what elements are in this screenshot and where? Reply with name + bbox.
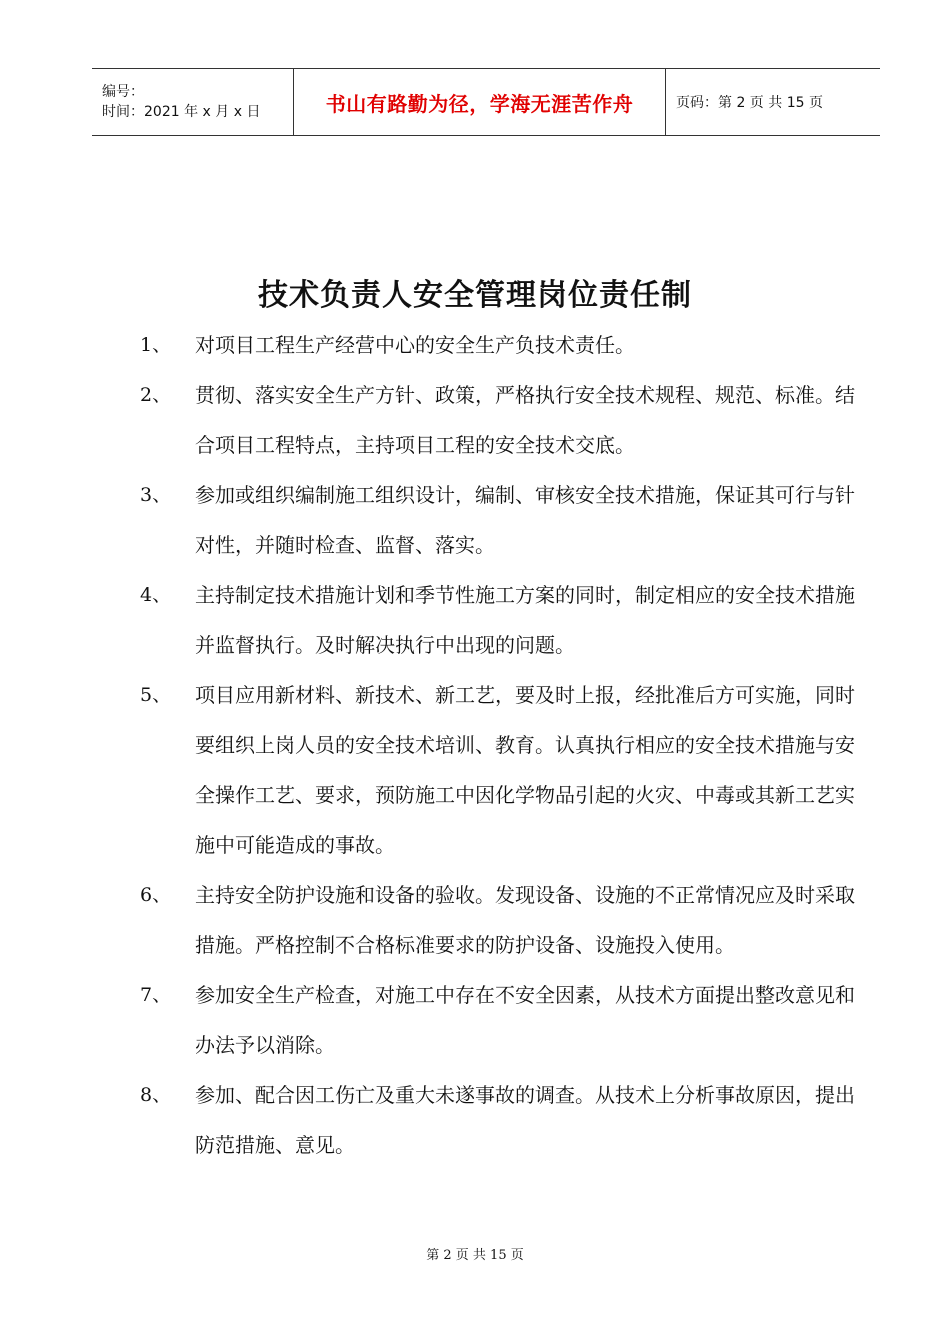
list-item [140,670,860,870]
list-item [140,970,860,1070]
item-number: 1、 [140,334,172,356]
time-label: 时间：2021 年 x 月 x 日 [102,104,261,120]
duty-list [140,320,860,1170]
list-item [140,570,860,670]
number-label: 编号： [102,84,144,100]
document-title: 技术负责人安全管理岗位责任制 [258,278,692,313]
list-item [140,470,860,570]
item-number: 6、 [140,884,172,906]
list-item [140,320,860,370]
header-motto: 书山有路勤为径，学海无涯苦作舟 [293,69,666,135]
header-meta [92,69,293,135]
item-number: 5、 [140,684,172,706]
header-page-info: 页码：第 2 页 共 15 页 [676,95,823,111]
item-text: 贯彻、落实安全生产方针、政策，严格执行安全技术规程、规范、标准。结合项目工程特点，主持项目工程的安全技术交底。 [195,383,855,457]
item-text: 参加安全生产检查，对施工中存在不安全因素，从技术方面提出整改意见和办法予以消除。 [195,983,855,1057]
item-number: 8、 [140,1084,172,1106]
item-number: 3、 [140,484,172,506]
list-item [140,1070,860,1170]
item-number: 4、 [140,584,172,606]
item-text: 对项目工程生产经营中心的安全生产负技术责任。 [195,333,635,357]
page-footer: 第 2 页 共 15 页 [426,1248,524,1263]
item-text: 项目应用新材料、新技术、新工艺，要及时上报，经批准后方可实施，同时要组织上岗人员的安全技术培训、教育。认真执行相应的安全技术措施与安全操作工艺、要求，预防施工中因化学物品引起的火灾、中毒或其新工艺实施中可能造成的事故。 [195,683,855,857]
item-number: 2、 [140,384,172,406]
item-text: 主持制定技术措施计划和季节性施工方案的同时，制定相应的安全技术措施并监督执行。及时解决执行中出现的问题。 [195,583,855,657]
item-text: 主持安全防护设施和设备的验收。发现设备、设施的不正常情况应及时采取措施。严格控制不合格标准要求的防护设备、设施投入使用。 [195,883,855,957]
page-header [92,68,880,136]
item-number: 7、 [140,984,172,1006]
item-text: 参加或组织编制施工组织设计，编制、审核安全技术措施，保证其可行与针对性，并随时检查、监督、落实。 [195,483,855,557]
item-text: 参加、配合因工伤亡及重大未遂事故的调查。从技术上分析事故原因，提出防范措施、意见。 [195,1083,855,1157]
list-item [140,370,860,470]
list-item [140,870,860,970]
